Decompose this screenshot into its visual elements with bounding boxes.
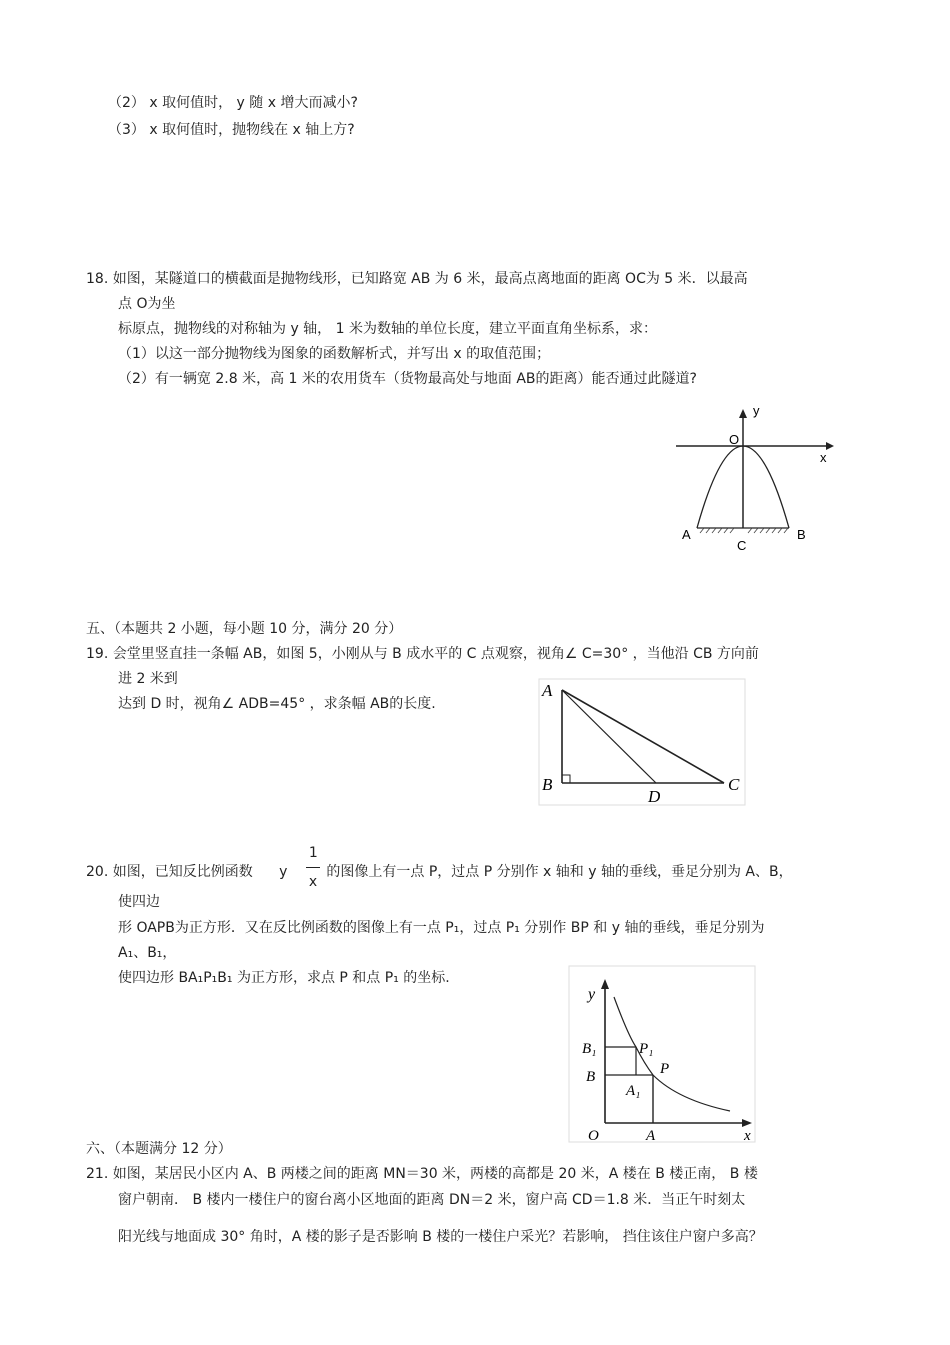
q21-line1: 21. 如图，某居民小区内 A、B 两楼之间的距离 MN＝30 米，两楼的高都是 20 米，A 楼在 B 楼正南， B 楼 — [86, 1166, 758, 1182]
reciprocal-function-figure — [568, 965, 758, 1145]
label-b: B — [586, 1069, 596, 1085]
label-b: B — [797, 527, 806, 542]
fraction-numerator: 1 — [308, 845, 318, 861]
q20-suffix: 的图像上有一点 P，过点 P 分别作 x 轴和 y 轴的垂线，垂足分别为 A、B， — [326, 864, 793, 880]
q20-fraction — [306, 845, 322, 890]
label-d: D — [648, 787, 661, 806]
right-angle-mark — [562, 775, 570, 783]
label-o: O — [729, 432, 740, 447]
y-axis-arrow — [601, 979, 609, 989]
label-o: O — [588, 1128, 599, 1144]
ground-hatching — [700, 528, 788, 533]
section5-title: 五、（本题共 2 小题，每小题 10 分，满分 20 分） — [86, 621, 403, 637]
label-a: A — [542, 681, 553, 700]
label-x: x — [820, 450, 827, 465]
y-axis-arrow — [739, 409, 747, 418]
x-axis-arrow — [742, 1119, 752, 1127]
label-a1: A₁ — [626, 1083, 641, 1099]
q20-line4: A₁、B₁， — [118, 945, 177, 961]
q21-line3: 阳光线与地面成 30° 角时，A 楼的影子是否影响 B 楼的一楼住户采光？若影响， 挡住该住户窗户多高？ — [118, 1229, 763, 1245]
section6-title: 六、（本题满分 12 分） — [86, 1141, 232, 1157]
x-axis-arrow — [826, 442, 834, 450]
label-p1: P₁ — [639, 1041, 654, 1057]
q20-prefix: 20. 如图，已知反比例函数 — [86, 864, 253, 880]
segment-ac — [562, 690, 724, 783]
q19-line3: 达到 D 时，视角∠ ADB=45° ，求条幅 AB的长度. — [118, 696, 436, 712]
q20-line5: 使四边形 BA₁P₁B₁ 为正方形，求点 P 和点 P₁ 的坐标. — [118, 970, 450, 986]
q20-line3: 形 OAPB为正方形．又在反比例函数的图像上有一点 P₁，过点 P₁ 分别作 BP 和 y 轴的垂线，垂足分别为 — [118, 920, 765, 936]
figure-frame — [569, 966, 755, 1142]
q19-line1: 19. 会堂里竖直挂一条幅 AB，如图 5，小刚从与 B 成水平的 C 点观察，视角∠ C=30° ，当他沿 CB 方向前 — [86, 646, 759, 662]
q18-line3: 标原点，抛物线的对称轴为 y 轴， 1 米为数轴的单位长度，建立平面直角坐标系，求： — [118, 321, 657, 337]
q18-line5: （2）有一辆宽 2.8 米，高 1 米的农用货车（货物最高处与地面 AB的距离）能否通过此隧道? — [118, 371, 697, 387]
q21-line2: 窗户朝南． B 楼内一楼住户的窗台离小区地面的距离 DN＝2 米，窗户高 CD＝1.8 米．当正午时刻太 — [118, 1192, 746, 1208]
q20-line1 — [86, 845, 793, 890]
label-c: C — [737, 538, 747, 553]
label-p: P — [660, 1061, 670, 1077]
q17-part3: （3） x 取何值时，抛物线在 x 轴上方? — [108, 122, 355, 138]
q18-line1: 18. 如图，某隧道口的横截面是抛物线形，已知路宽 AB 为 6 米，最高点离地面的距离 OC为 5 米．以最高 — [86, 271, 748, 287]
label-b: B — [542, 775, 553, 794]
fraction-denominator: x — [308, 874, 318, 890]
banner-triangle-figure — [538, 678, 748, 806]
q18-line2: 点 O为坐 — [118, 296, 176, 312]
label-x: x — [744, 1128, 751, 1144]
fraction-bar — [306, 867, 320, 868]
q19-line2: 进 2 米到 — [118, 671, 178, 687]
q20-line2: 使四边 — [118, 894, 160, 910]
label-b1: B₁ — [582, 1041, 597, 1057]
label-y: y — [588, 986, 596, 1003]
tunnel-parabola-figure — [670, 400, 840, 560]
label-a: A — [646, 1128, 656, 1144]
q17-part2: （2） x 取何值时， y 随 x 增大而减小? — [108, 95, 358, 111]
q18-line4: （1）以这一部分抛物线为图象的函数解析式，并写出 x 的取值范围； — [118, 346, 551, 362]
q20-y: y — [279, 864, 288, 880]
label-a: A — [682, 527, 691, 542]
label-c: C — [728, 775, 740, 794]
label-y: y — [753, 403, 760, 418]
